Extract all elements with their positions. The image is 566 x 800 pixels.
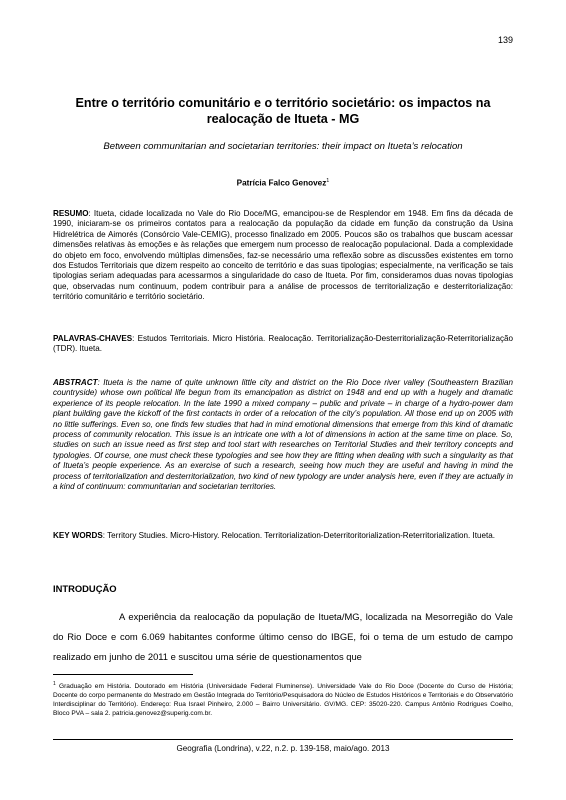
palavras-chaves-paragraph	[53, 334, 513, 355]
resumo-paragraph	[53, 209, 513, 303]
key-words-paragraph	[53, 531, 513, 541]
journal-footer: Geografia (Londrina), v.22, n.2. p. 139-158, maio/ago. 2013	[176, 744, 390, 753]
abstract-label: ABSTRACT	[53, 378, 98, 387]
footnote	[53, 680, 513, 718]
key-words-label: KEY WORDS	[53, 531, 103, 540]
footer-divider	[53, 739, 513, 740]
abstract-text: : Itueta is the name of quite unknown little city and district on the Rio Doce river valley (Southeastern Brazilian countryside) whose own political life begun from its emancipation as district on 1948 and end up with a hugely and dramatic experience of its people relocation. In the late 1990 a mixed company – public and private – in charge of a hydro-power dam plant building gave the kickoff of the first contacts in order of a relocation of the city’s population. All those end up on 2005 with no little sufferings. Even so, one finds few studies that had in mind emotional dimensions that emerge from this kind of dramatic process of community relocation. This issue is an intricate one with a lot of dimensions in action at the same time on place. So, studies on such an issue need as first step and tool start with researches on Territorial Studies and their territory concepts and typologies. Of course, one must check these typologies and see how they are fitting when dealing with such a singularity as that of Itueta’s people experience. As an exercise of such a research, seeing how much they are useful and having in mind the process of territorialization and desterritorialization, two kind of new typology are under analysis here, even if they are actually in a kind of continuum: communitarian and societarian territories.	[53, 378, 513, 492]
author-line	[55, 176, 511, 189]
article-subtitle: Between communitarian and societarian territories: their impact on Itueta’s relocation	[103, 141, 463, 152]
footnote-text: Graduação em História. Doutorado em História (Universidade Federal Fluminense). Universidade Vale do Rio Doce (Docente do Curso de História; Docente do corpo permanente do Mestrado em Gestão Integrada do Território/Pesquisadora do Núcleo de Estudos Históricos e Territoriais e do Observatório Interdisciplinar do Território). Endereço: Rua Israel Pinheiro, 2.000 – Bairro Universitário. GV/MG. CEP: 35020-220. Campus Antônio Rodrigues Coelho, Bloco PVA – sala 2. patricia.genovez@superig.com.br.	[53, 683, 513, 717]
footnote-marker: 1	[53, 681, 56, 687]
resumo-label: RESUMO	[53, 209, 89, 218]
author-name: Patrícia Falco Genovez	[236, 178, 327, 188]
article-title: Entre o território comunitário e o território societário: os impactos na realocação de Itueta - MG	[75, 96, 491, 126]
palavras-chaves-label: PALAVRAS-CHAVES	[53, 334, 133, 343]
palavras-chaves-text: : Estudos Territoriais. Micro História. Realocação. Territorialização-Desterritorialização-Reterritorialização (TDR). Itueta.	[53, 334, 513, 354]
key-words-text: : Territory Studies. Micro-History. Relocation. Territorialization-Deterritoritorialization-Reterritorialization. Itueta.	[102, 531, 496, 540]
footnote-divider	[53, 674, 193, 675]
resumo-text: : Itueta, cidade localizada no Vale do Rio Doce/MG, emancipou-se de Resplendor em 1948. Em fins da década de 1990, iniciaram-se os primeiros contatos para a realocação da população da cidade em função da construção da Usina Hidrelétrica de Aimorés (Consórcio Vale-CEMIG), processo finalizado em 2005. Poucos são os trabalhos que buscam acessar dimensões relativas às emoções e às relações que emergem num processo de realocação populacional. Dada a complexidade do objeto em foco, envolvendo múltiplas dimensões, faz-se necessário uma reflexão sobre as discussões existentes em torno dos Estudos Territoriais que dizem respeito ao conceito de território e das suas tipologias; especialmente, na verificação se tais tipologias seriam adequadas para acessarmos a singularidade do caso de Itueta. Por fim, consideramos duas novas tipologias que, observadas num continuum, podem contribuir para a análise de processos de territorialização e desterritorialização: território comunitário e território societário.	[53, 209, 513, 302]
abstract-paragraph	[53, 378, 513, 492]
section-heading-introducao: INTRODUÇÃO	[53, 583, 117, 594]
author-footnote-marker: 1	[326, 178, 330, 184]
page-number: 139	[497, 35, 513, 45]
introducao-paragraph: A experiência da realocação da população de Itueta/MG, localizada na Mesorregião do Vale do Rio Doce e com 6.069 habitantes conforme último censo do IBGE, foi o tema de um estudo de campo realizado em junho de 2011 e suscitou uma série de questionamentos que	[53, 611, 513, 663]
